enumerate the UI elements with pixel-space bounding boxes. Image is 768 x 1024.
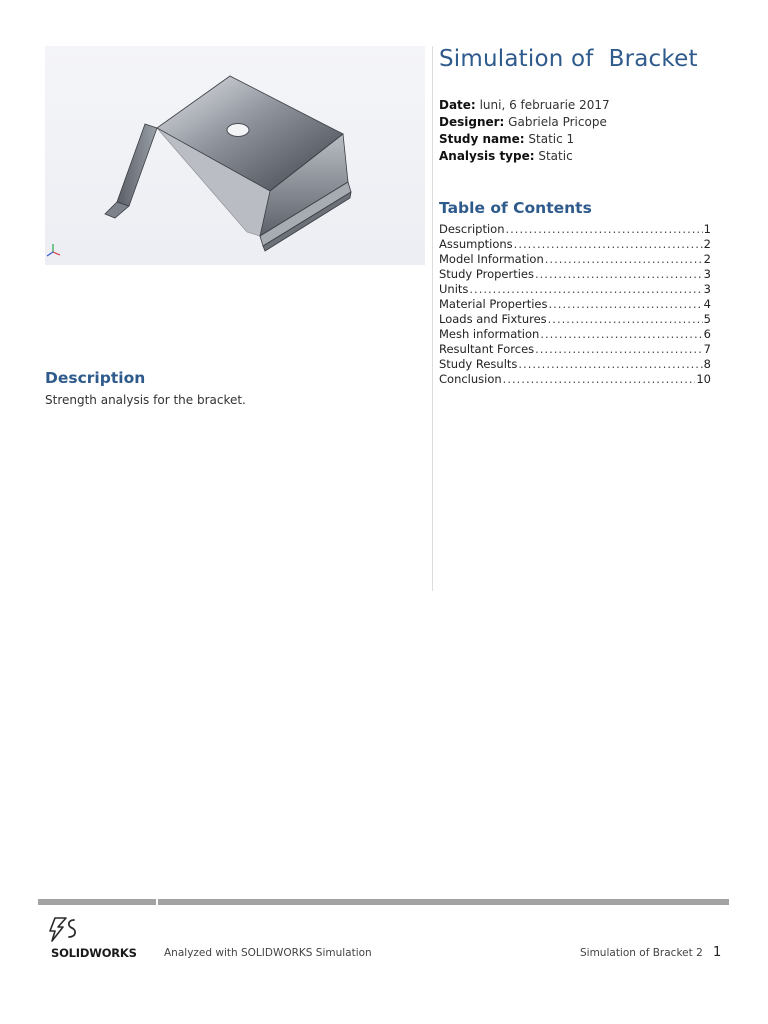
meta-analysis-type: [439, 148, 610, 165]
toc-label: Mesh information: [439, 327, 540, 341]
meta-designer: [439, 114, 610, 131]
meta-label: Designer:: [439, 115, 505, 129]
toc-label: Study Properties: [439, 267, 534, 281]
meta-value: Static 1: [528, 132, 575, 146]
toc-label: Description: [439, 222, 505, 236]
toc-label: Loads and Fixtures: [439, 312, 547, 326]
toc-heading: Table of Contents: [439, 199, 592, 217]
toc-item-assumptions[interactable]: [439, 237, 711, 252]
toc-page: 3: [703, 282, 711, 296]
toc-page: 2: [703, 252, 711, 266]
toc-item-mesh-information[interactable]: [439, 327, 711, 342]
toc-item-units[interactable]: [439, 282, 711, 297]
toc-item-conclusion[interactable]: [439, 372, 711, 387]
table-of-contents: [439, 222, 711, 387]
meta-label: Study name:: [439, 132, 525, 146]
report-metadata: [439, 97, 610, 165]
toc-leader: [535, 342, 703, 357]
toc-item-material-properties[interactable]: [439, 297, 711, 312]
toc-leader: [549, 297, 703, 312]
axis-triad-icon: [47, 244, 60, 256]
toc-page: 7: [703, 342, 711, 356]
toc-label: Study Results: [439, 357, 518, 371]
toc-leader: [514, 237, 703, 252]
toc-leader: [469, 282, 702, 297]
toc-item-study-results[interactable]: [439, 357, 711, 372]
toc-label: Model Information: [439, 252, 544, 266]
toc-leader: [540, 327, 702, 342]
meta-value: Static: [538, 149, 573, 163]
solidworks-logo: [44, 914, 149, 962]
footer-rule-right: [158, 899, 729, 905]
meta-value: Gabriela Pricope: [508, 115, 607, 129]
meta-date: [439, 97, 610, 114]
footer-analyzed-text: Analyzed with SOLIDWORKS Simulation: [164, 947, 372, 959]
toc-item-study-properties[interactable]: [439, 267, 711, 282]
footer-rule-left: [38, 899, 156, 905]
meta-label: Date:: [439, 98, 476, 112]
toc-leader: [548, 312, 703, 327]
toc-label: Conclusion: [439, 372, 502, 386]
toc-page: 10: [696, 372, 711, 386]
column-divider: [432, 46, 433, 591]
toc-label: Material Properties: [439, 297, 548, 311]
footer-page-number: 1: [713, 945, 722, 960]
toc-label: Resultant Forces: [439, 342, 535, 356]
toc-item-loads-and-fixtures[interactable]: [439, 312, 711, 327]
solidworks-wordmark: SOLIDWORKS: [51, 946, 137, 960]
toc-label: Assumptions: [439, 237, 513, 251]
toc-page: 5: [703, 312, 711, 326]
toc-page: 2: [703, 237, 711, 251]
toc-page: 8: [703, 357, 711, 371]
toc-page: 1: [703, 222, 711, 236]
toc-item-resultant-forces[interactable]: [439, 342, 711, 357]
toc-page: 3: [703, 267, 711, 281]
toc-item-model-information[interactable]: [439, 252, 711, 267]
toc-leader: [503, 372, 696, 387]
toc-item-description[interactable]: [439, 222, 711, 237]
model-preview-image: [45, 46, 425, 265]
description-heading: Description: [45, 369, 146, 387]
toc-leader: [545, 252, 703, 267]
toc-page: 4: [703, 297, 711, 311]
toc-leader: [506, 222, 703, 237]
meta-value: luni, 6 februarie 2017: [479, 98, 610, 112]
toc-page: 6: [703, 327, 711, 341]
ds-solidworks-logo-icon: [46, 914, 86, 946]
meta-study-name: [439, 131, 610, 148]
page-title: Simulation of Bracket: [439, 46, 698, 72]
meta-label: Analysis type:: [439, 149, 535, 163]
description-text: Strength analysis for the bracket.: [45, 393, 246, 407]
toc-leader: [535, 267, 703, 282]
footer-document-name: Simulation of Bracket 2: [580, 947, 703, 959]
toc-label: Units: [439, 282, 469, 296]
toc-leader: [518, 357, 702, 372]
